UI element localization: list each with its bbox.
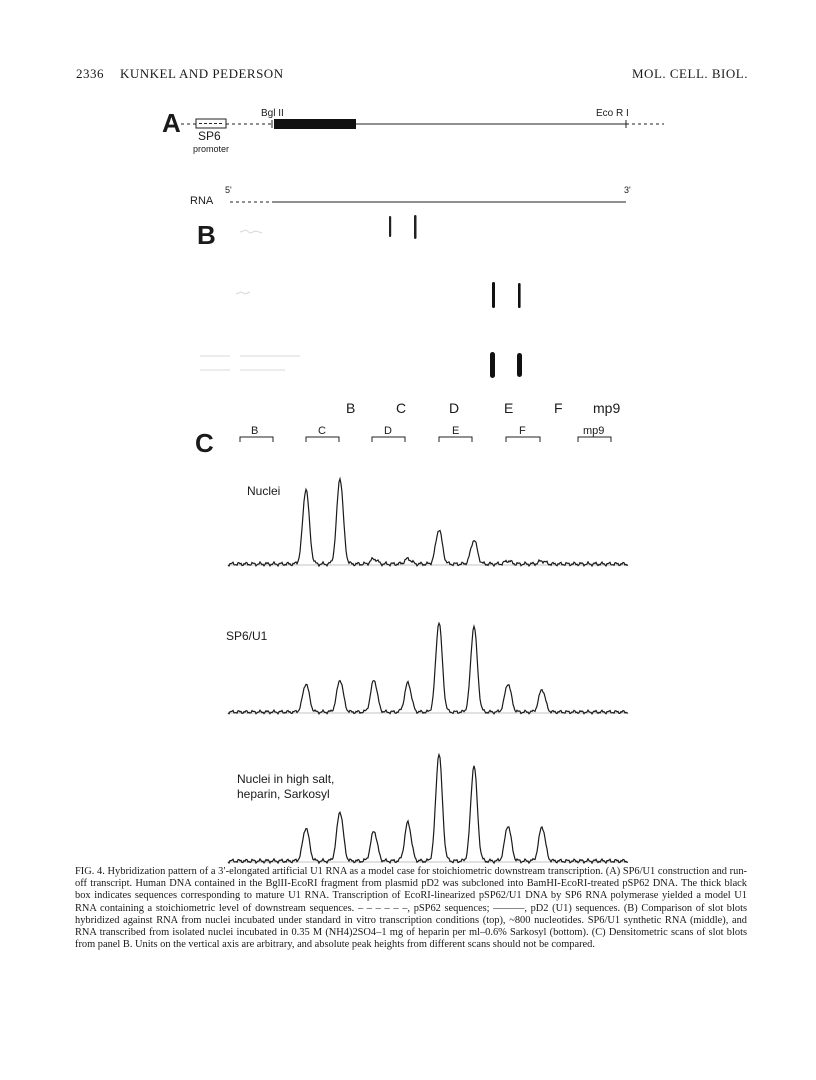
trace-label-high-salt-1: Nuclei in high salt, bbox=[237, 772, 335, 786]
trace-label-high-salt-2: heparin, Sarkosyl bbox=[237, 787, 330, 801]
rna-label: RNA bbox=[190, 195, 214, 207]
trace-line-1 bbox=[228, 623, 628, 714]
bracket-label-f: F bbox=[519, 425, 526, 437]
caption-fig-label: FIG. 4. bbox=[75, 866, 105, 877]
bracket-label-b: B bbox=[251, 425, 259, 437]
panel-b-letter: B bbox=[197, 220, 216, 250]
sp6-label: SP6 bbox=[198, 129, 221, 143]
bracket-label-e: E bbox=[452, 425, 460, 437]
lane-label-d: D bbox=[449, 400, 460, 416]
lane-label-e: E bbox=[504, 400, 514, 416]
figure-caption bbox=[75, 866, 747, 951]
five-prime-label: 5' bbox=[225, 185, 232, 195]
ecori-label: Eco R I bbox=[596, 108, 629, 119]
promoter-label: promoter bbox=[193, 144, 230, 154]
page-number: 2336 bbox=[76, 66, 104, 81]
bglii-label: Bgl II bbox=[261, 108, 284, 119]
lane-label-f: F bbox=[554, 400, 563, 416]
bracket-label-d: D bbox=[384, 425, 392, 437]
trace-label-sp6-u1: SP6/U1 bbox=[226, 629, 268, 643]
running-head-authors: KUNKEL AND PEDERSON bbox=[120, 66, 284, 81]
trace-line-0 bbox=[228, 479, 628, 566]
lane-label-mp9: mp9 bbox=[593, 400, 621, 416]
caption-text: Hybridization pattern of a 3′-elongated artificial U1 RNA as a model case for stoichiometric downstream transcription. (A) SP6/U1 construction and run-off transcript. Human DNA contained in the BglII-EcoRI fragment from plasmid pD2 was subcloned into BamHI-EcoRI-treated pSP62 DNA. The thick black box indicates sequences corresponding to mature U1 RNA. Transcription of EcoRI-linearized pSP62/U1 DNA by SP6 RNA polymerase yielded a model U1 RNA containing a stoichiometric level of downstream sequences. – – – – – –, pSP62 sequences; ———, pD2 (U1) sequences. (B) Comparison of slot blots hybridized against RNA from nuclei incubated under standard in vitro transcription conditions (top), ~800 nucleotides. SP6/U1 synthetic RNA (middle), and RNA transcribed from isolated nuclei incubated in 0.35 M (NH4)2SO4–1 mg of heparin per ml–0.6% Sarkosyl (bottom). (C) Densitometric scans of slot blots from panel B. Units on the vertical axis are arbitrary, and absolute peak heights from different scans should not be compared. bbox=[75, 866, 747, 951]
lane-label-b: B bbox=[346, 400, 356, 416]
panel-a-letter: A bbox=[162, 108, 181, 138]
running-head-journal: MOL. CELL. BIOL. bbox=[632, 66, 748, 81]
panel-c-letter: C bbox=[195, 428, 214, 458]
bracket-label-c: C bbox=[318, 425, 326, 437]
bracket-label-mp9: mp9 bbox=[583, 425, 605, 437]
trace-line-2 bbox=[228, 755, 628, 863]
three-prime-label: 3' bbox=[624, 185, 631, 195]
trace-label-nuclei: Nuclei bbox=[247, 484, 281, 498]
lane-label-c: C bbox=[396, 400, 407, 416]
